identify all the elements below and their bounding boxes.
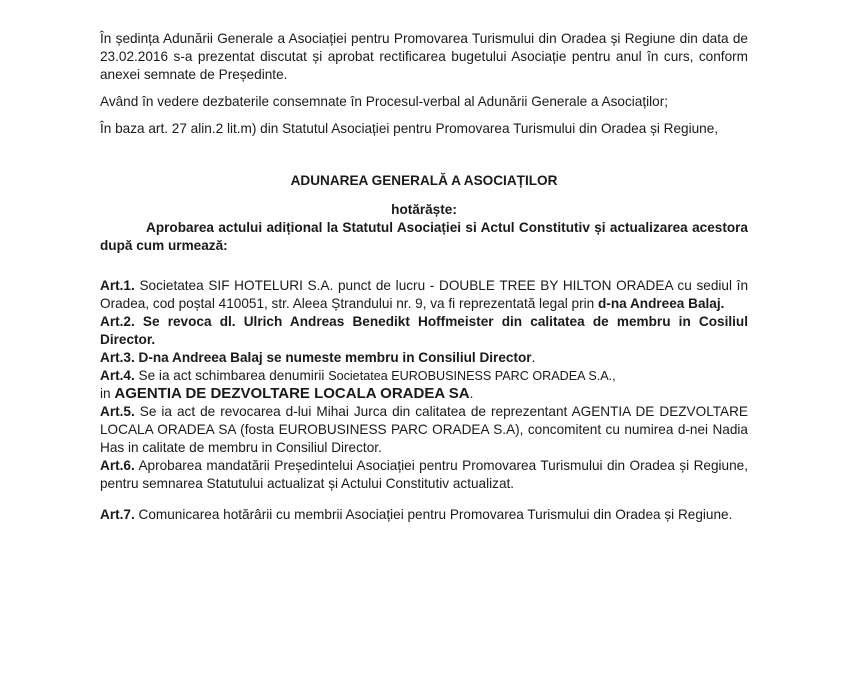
article-7 bbox=[100, 506, 748, 524]
article-2-label: Art.2. bbox=[100, 314, 135, 329]
article-6 bbox=[100, 457, 748, 493]
article-1-text: Societatea SIF HOTELURI S.A. punct de lucru - DOUBLE TREE BY HILTON ORADEA cu sediul în Oradea, cod poștal 410051, str. Aleea Ștrandului nr. 9, va fi reprezentată legal prin bbox=[100, 278, 748, 311]
article-3-bold: D-na Andreea Balaj se numeste membru in Consiliul Director bbox=[138, 350, 532, 365]
article-4-end: . bbox=[469, 386, 474, 401]
article-3 bbox=[100, 349, 748, 367]
article-4-label: Art.4. bbox=[100, 368, 135, 383]
article-6-label: Art.6. bbox=[100, 458, 135, 473]
article-2-bold: Se revoca dl. Ulrich Andreas Benedikt Hoffmeister din calitatea de membru in Cosiliul Director. bbox=[100, 314, 748, 347]
article-2 bbox=[100, 313, 748, 349]
article-4 bbox=[100, 367, 748, 403]
paragraph-considering: Având în vedere dezbaterile consemnate în Procesul-verbal al Adunării Generale a Asociaților; bbox=[100, 94, 668, 109]
article-3-text: . bbox=[531, 350, 536, 365]
article-7-text: Comunicarea hotărârii cu membrii Asociației pentru Promovarea Turismului din Oradea și Regiune. bbox=[138, 507, 733, 522]
article-6-text: Aprobarea mandatării Președintelui Asociației pentru Promovarea Turismului din Oradea și Regiune, pentru semnarea Statutului actualizat și Actului Constitutiv actualizat. bbox=[100, 458, 748, 491]
intro-approval: Aprobarea actului adițional la Statutul Asociației si Actul Constitutiv și actualizarea acestora după cum urmează: bbox=[100, 220, 748, 253]
heading-general-assembly: ADUNAREA GENERALĂ A ASOCIAȚILOR bbox=[290, 173, 558, 188]
article-7-label: Art.7. bbox=[100, 507, 135, 522]
article-5 bbox=[100, 403, 748, 457]
article-4-text: Se ia act schimbarea denumirii bbox=[138, 368, 329, 383]
paragraph-legal-basis: În baza art. 27 alin.2 lit.m) din Statutul Asociației pentru Promovarea Turismului din Oradea și Regiune, bbox=[100, 121, 719, 136]
article-3-label: Art.3. bbox=[100, 350, 135, 365]
article-4-bold: AGENTIA DE DEZVOLTARE LOCALA ORADEA SA bbox=[114, 385, 470, 402]
paragraph-meeting: În ședința Adunării Generale a Asociației pentru Promovarea Turismului din Oradea și Regiune din data de 23.02.2016 s-a prezentat discutat și aprobat rectificarea bugetului Asociație pentru anul în curs, conform anexei semnate de Președinte. bbox=[100, 31, 748, 82]
article-5-text: Se ia act de revocarea d-lui Mihai Jurca din calitatea de reprezentant AGENTIA DE DEZVOLTARE LOCALA ORADEA SA (fosta EUROBUSINESS PARC ORADEA S.A), concomitent cu numirea d-nei Nadia Has in calitate de membru in Consiliul Director. bbox=[100, 404, 748, 455]
article-1-bold: d-na Andreea Balaj. bbox=[598, 296, 725, 311]
heading-decides: hotărăște: bbox=[391, 202, 457, 217]
article-4-company: Societatea EUROBUSINESS PARC ORADEA S.A., bbox=[328, 369, 616, 383]
article-4-in: in bbox=[100, 386, 115, 401]
article-5-label: Art.5. bbox=[100, 404, 135, 419]
document-page bbox=[100, 20, 748, 524]
article-1-label: Art.1. bbox=[100, 278, 135, 293]
article-1 bbox=[100, 277, 748, 313]
